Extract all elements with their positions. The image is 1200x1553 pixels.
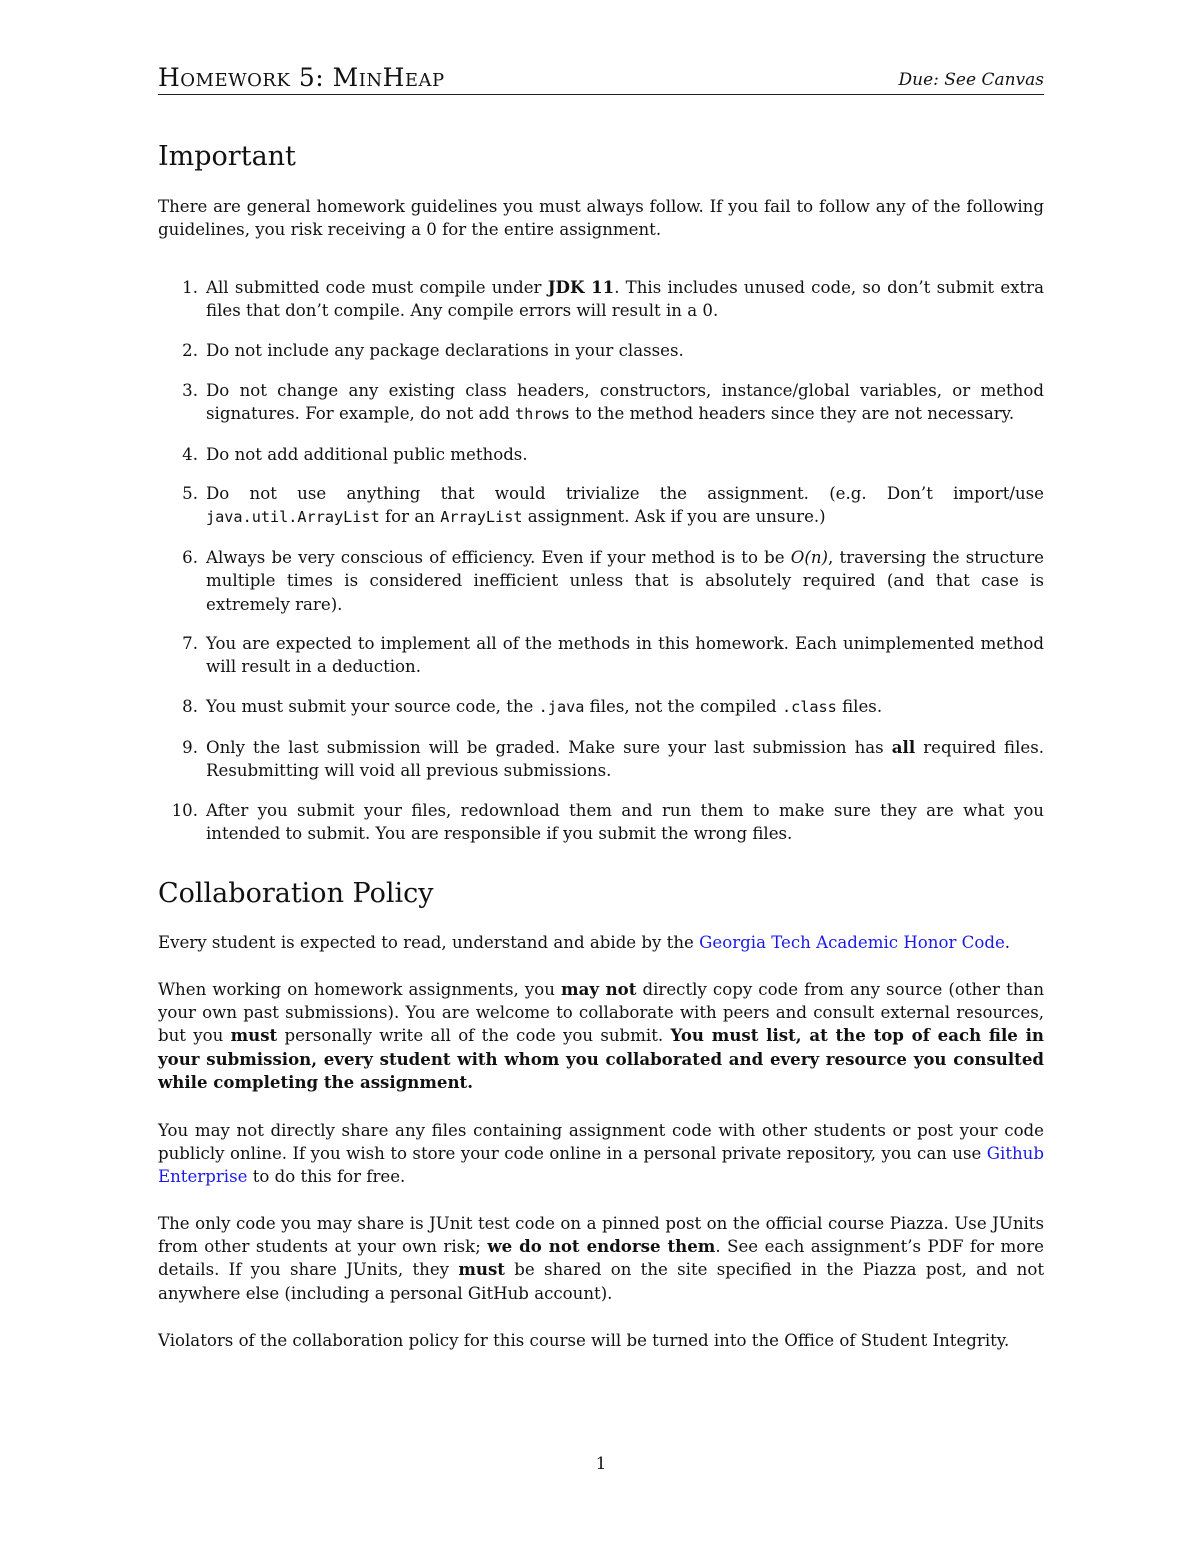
important-heading: Important — [158, 141, 296, 172]
important-intro: There are general homework guidelines you must always follow. If you fail to follow any of the following guidelines, you risk receiving a 0 for the entire assignment. — [158, 197, 1044, 240]
list-item: 1. All submitted code must compile under JDK 11. This includes unused code, so don’t submit extra files that don’t compile. Any compile errors will result in a 0. — [182, 277, 1044, 321]
due-date: Due: See Canvas — [898, 70, 1044, 90]
list-item: 2. Do not include any package declarations in your classes. — [182, 340, 684, 360]
collab-paragraph-5: Violators of the collaboration policy for this course will be turned into the Office of Student Integrity. — [158, 1331, 1010, 1350]
page-title: Homework 5: MinHeap — [158, 63, 445, 92]
rules-list — [158, 276, 1044, 862]
collab-paragraph-1: Every student is expected to read, understand and abide by the Georgia Tech Academic Honor Code. — [158, 933, 1011, 952]
list-item: 10. After you submit your files, redownload them and run them to make sure they are what you intended to submit. You are responsible if you submit the wrong files. — [171, 800, 1044, 843]
list-item: 8. You must submit your source code, the .java files, not the compiled .class files. — [182, 697, 883, 717]
list-item: 3. Do not change any existing class headers, constructors, instance/global variables, or method signatures. For example, do not add throws to the method headers since they are not necessary. — [182, 380, 1044, 423]
github-enterprise-link[interactable]: Github Enterprise — [158, 1144, 1044, 1187]
list-item: 4. Do not add additional public methods. — [182, 444, 528, 464]
collab-paragraph-3: You may not directly share any files containing assignment code with other students or post your code publicly online. If you wish to store your code online in a personal private repository, you can use Github Enterprise to do this for free. — [158, 1121, 1044, 1187]
list-item: 6. Always be very conscious of efficiency. Even if your method is to be O(n), traversing the structure multiple times is considered inefficient unless that is absolutely required (and that case is extremely rare). — [182, 548, 1044, 614]
page-number: 1 — [595, 1454, 607, 1473]
list-item: 9. Only the last submission will be graded. Make sure your last submission has all required files. Resubmitting will void all previous submissions. — [182, 736, 1044, 781]
collaboration-heading: Collaboration Policy — [158, 878, 434, 909]
list-item: 5. Do not use anything that would trivialize the assignment. (e.g. Don’t import/use java.util.ArrayList for an ArrayList assignment. Ask if you are unsure.) — [182, 484, 1044, 527]
list-item: 7. You are expected to implement all of the methods in this homework. Each unimplemented method will result in a deduction. — [182, 634, 1044, 677]
page-header — [158, 62, 1044, 95]
collab-paragraph-2: When working on homework assignments, you may not directly copy code from any source (other than your own past submissions). You are welcome to collaborate with peers and consult external resources, but you must personally write all of the code you submit. You must list, at the top of each file in your submission, every student with whom you collaborated and every resource you consulted while completing the assignment. — [158, 979, 1045, 1092]
collab-paragraph-4: The only code you may share is JUnit test code on a pinned post on the official course Piazza. Use JUnits from other students at your own risk; we do not endorse them. See each assignment’s PDF for more details. If you share JUnits, they must be shared on the site specified in the Piazza post, and not anywhere else (including a personal GitHub account). — [158, 1214, 1045, 1303]
honor-code-link[interactable]: Georgia Tech Academic Honor Code — [699, 933, 1005, 952]
